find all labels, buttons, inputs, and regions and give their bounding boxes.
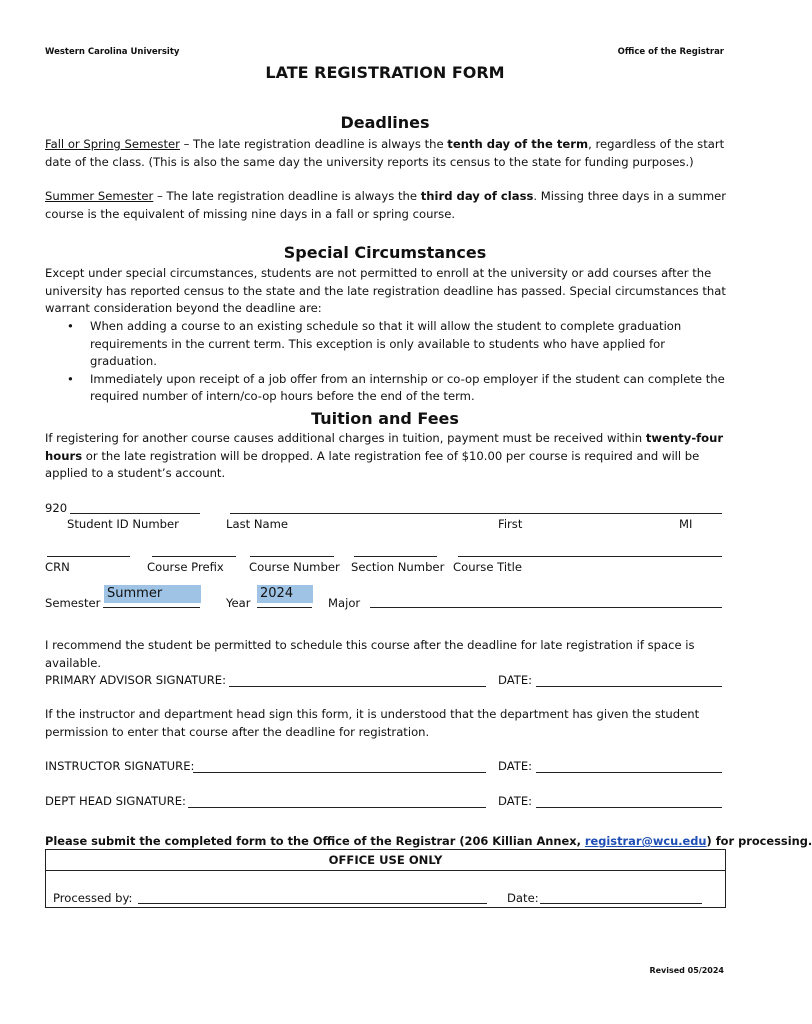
university-name: Western Carolina University	[45, 47, 180, 57]
tuition-paragraph: If registering for another course causes additional charges in tuition, payment must be received within twenty-four hours or the late registration will be dropped. A late registration fee of $10.00 per course is required and will be applied to a student’s account.	[45, 431, 724, 480]
year-underline	[257, 607, 312, 608]
deadlines-heading: Deadlines	[340, 113, 430, 132]
special-intro: Except under special circumstances, students are not permitted to enroll at the university or add courses after the university has reported census to the state and the late registration deadline has passed. Special circumstances that warrant consideration beyond the deadline are:	[45, 266, 726, 315]
mi-label: MI	[679, 517, 693, 531]
section-number-field[interactable]	[354, 556, 437, 557]
fall-spring-label: Fall or Spring Semester	[45, 137, 180, 151]
primary-advisor-signature-field[interactable]	[229, 686, 486, 687]
office-date-field[interactable]	[540, 903, 702, 904]
id-prefix: 920	[45, 501, 68, 515]
dept-head-signature-field[interactable]	[188, 807, 486, 808]
office-use-box	[45, 849, 726, 908]
year-label: Year	[226, 596, 251, 610]
twenty-four-hours-emphasis: twenty-four hours	[45, 431, 724, 463]
instructor-note: If the instructor and department head sign this form, it is understood that the department has given the student permission to enter that course after the deadline for registration.	[45, 707, 700, 739]
name-field[interactable]	[230, 513, 722, 514]
revision-date: Revised 05/2024	[649, 966, 724, 975]
course-title-field[interactable]	[458, 556, 722, 557]
crn-label: CRN	[45, 560, 70, 574]
processed-by-label: Processed by:	[53, 891, 133, 905]
course-prefix-field[interactable]	[152, 556, 236, 557]
student-id-label: Student ID Number	[67, 517, 179, 531]
course-prefix-label: Course Prefix	[147, 560, 224, 574]
tenth-day-emphasis: tenth day of the term	[447, 137, 589, 151]
section-number-label: Section Number	[351, 560, 445, 574]
office-use-heading: OFFICE USE ONLY	[46, 850, 725, 871]
page-title: LATE REGISTRATION FORM	[265, 63, 505, 82]
major-label: Major	[328, 596, 361, 610]
year-field[interactable]: 2024	[257, 585, 313, 603]
list-item: • Immediately upon receipt of a job offer from an internship or co-op employer if the student can complete the required number of intern/co-op hours before the end of the term.	[45, 371, 727, 406]
special-circumstances-heading: Special Circumstances	[283, 243, 487, 262]
major-field[interactable]	[370, 607, 722, 608]
special-list	[45, 318, 727, 406]
summer-label: Summer Semester	[45, 189, 154, 203]
processed-by-field[interactable]	[138, 903, 487, 904]
student-id-field[interactable]	[70, 513, 200, 514]
crn-field[interactable]	[47, 556, 130, 557]
submit-instructions: Please submit the completed form to the Office of the Registrar (206 Killian Annex, registrar@wcu.edu) for processing.	[45, 834, 812, 848]
primary-advisor-label: PRIMARY ADVISOR SIGNATURE:	[45, 673, 227, 687]
course-number-label: Course Number	[249, 560, 340, 574]
third-day-emphasis: third day of class	[420, 189, 534, 203]
primary-advisor-date-field[interactable]	[536, 686, 722, 687]
semester-field[interactable]: Summer	[104, 585, 201, 603]
semester-label: Semester	[45, 596, 101, 610]
office-name: Office of the Registrar	[617, 47, 724, 57]
dept-head-signature-label: DEPT HEAD SIGNATURE:	[45, 794, 186, 808]
office-date-label: Date:	[507, 891, 539, 905]
instructor-date-field[interactable]	[536, 772, 722, 773]
dept-head-date-label: DATE:	[498, 794, 533, 808]
tuition-heading: Tuition and Fees	[311, 409, 459, 428]
instructor-date-label: DATE:	[498, 759, 533, 773]
dept-head-date-field[interactable]	[536, 807, 722, 808]
registrar-email-link[interactable]: registrar@wcu.edu	[584, 834, 707, 848]
recommendation-statement: I recommend the student be permitted to schedule this course after the deadline for late registration if space is available.	[45, 638, 695, 670]
summer-paragraph: Summer Semester – The late registration deadline is always the third day of class. Missing three days in a summer course is the equivalent of missing nine days in a fall or spring course.	[45, 189, 727, 221]
primary-advisor-date-label: DATE:	[498, 673, 533, 687]
last-name-label: Last Name	[226, 517, 289, 531]
course-title-label: Course Title	[453, 560, 523, 574]
fall-spring-paragraph: Fall or Spring Semester – The late registration deadline is always the tenth day of the term, regardless of the start date of the class. (This is also the same day the university reports its census to the state for funding purposes.)	[45, 137, 725, 169]
instructor-signature-label: INSTRUCTOR SIGNATURE:	[45, 759, 195, 773]
first-name-label: First	[498, 517, 523, 531]
instructor-signature-field[interactable]	[193, 772, 486, 773]
course-number-field[interactable]	[250, 556, 334, 557]
semester-underline	[103, 607, 200, 608]
list-item: • When adding a course to an existing schedule so that it will allow the student to complete graduation requirements in the current term. This exception is only available to students who have applied for graduation.	[45, 318, 727, 371]
